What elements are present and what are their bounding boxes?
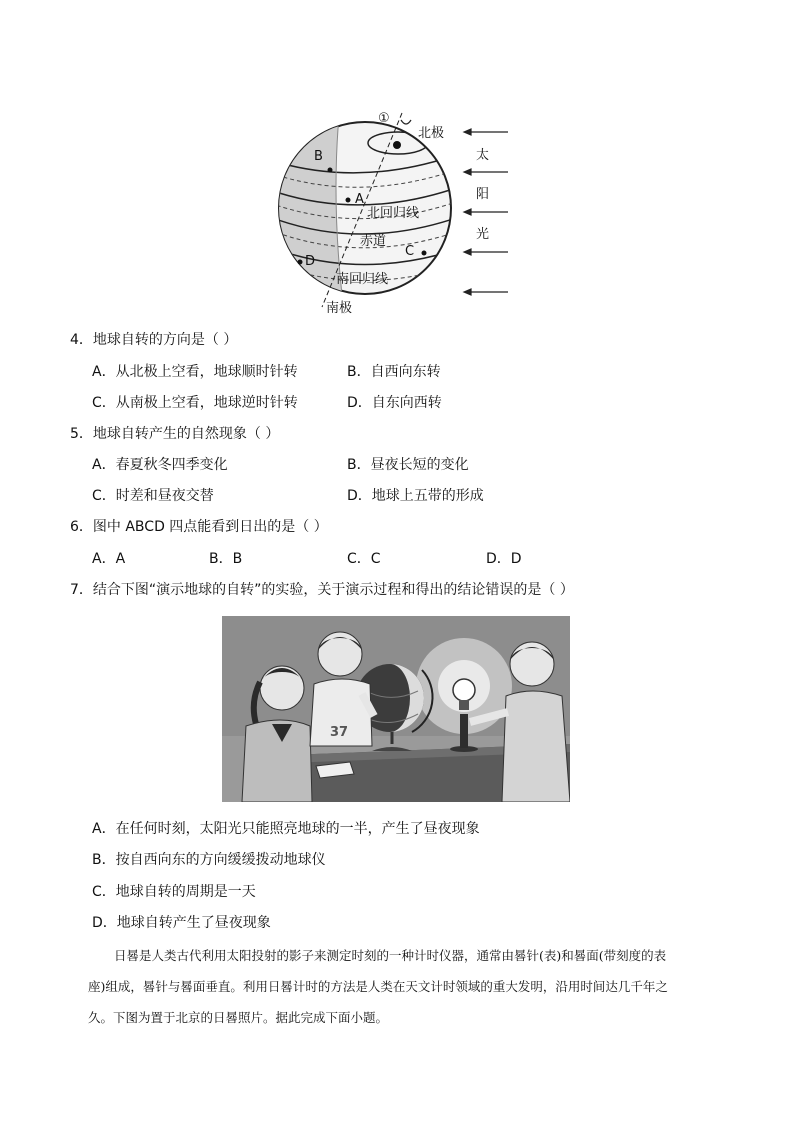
passage-line-1: 日晷是人类古代利用太阳投射的影子来测定时刻的一种计时仪器，通常由晷针(表)和晷面(带刻度的表 [114,948,667,963]
rotation-arrow [401,120,411,124]
point-b-label: B [314,149,323,164]
point-c-label: C [405,244,415,259]
question-6-stem: 6．图中 ABCD 四点能看到日出的是（ ） [70,519,328,535]
rotation-demo-illustration [222,616,570,802]
point-a-label: A [355,192,364,207]
q5-option-a[interactable]: A．春夏秋冬四季变化 [92,457,228,473]
passage-line-2: 座)组成，晷针与晷面垂直。利用日晷计时的方法是人类在天文计时领域的重大发明，沿用时间达几千年之 [88,979,668,994]
globe-figure [270,105,530,320]
question-4-stem: 4．地球自转的方向是（ ） [70,332,238,348]
sun-char-2: 阳 [476,187,490,202]
point-a-dot [346,198,351,203]
q5-option-b[interactable]: B．昼夜长短的变化 [347,457,469,473]
q7-option-b[interactable]: B．按自西向东的方向缓缓拨动地球仪 [92,852,326,868]
q6-option-b[interactable]: B．B [209,551,243,567]
point-c-dot [422,251,427,256]
north-pole-dot [393,141,401,149]
point-b-dot [328,168,333,173]
south-pole-label: 南极 [326,301,353,316]
point-d-dot [298,260,303,265]
q6-option-a[interactable]: A．A [92,551,126,567]
circle-number: ① [378,111,390,126]
q7-option-d[interactable]: D．地球自转产生了昼夜现象 [92,915,271,931]
q4-option-b[interactable]: B．自西向东转 [347,364,441,380]
tropic-north-label: 北回归线 [367,206,420,221]
q7-option-a[interactable]: A．在任何时刻，太阳光只能照亮地球的一半，产生了昼夜现象 [92,821,480,837]
q4-option-a[interactable]: A．从北极上空看，地球顺时针转 [92,364,298,380]
point-d-label: D [305,254,316,269]
q5-option-d[interactable]: D．地球上五带的形成 [347,488,484,504]
passage [88,940,728,1033]
equator-label: 赤道 [360,234,387,249]
question-7-stem: 7．结合下图“演示地球的自转”的实验，关于演示过程和得出的结论错误的是（ ） [70,582,574,598]
q4-option-d[interactable]: D．自东向西转 [347,395,442,411]
q4-option-c[interactable]: C．从南极上空看，地球逆时针转 [92,395,298,411]
q5-option-c[interactable]: C．时差和昼夜交替 [92,488,214,504]
sun-char-1: 太 [476,148,490,163]
night-shade [275,105,345,320]
q6-option-d[interactable]: D．D [486,551,522,567]
q6-option-c[interactable]: C．C [347,551,381,567]
q7-option-c[interactable]: C．地球自转的周期是一天 [92,884,256,900]
tropic-south-label: 南回归线 [336,272,389,287]
passage-line-3: 久。下图为置于北京的日晷照片。据此完成下面小题。 [88,1010,389,1025]
question-5-stem: 5．地球自转产生的自然现象（ ） [70,426,280,442]
shirt-number: 37 [330,725,349,740]
sun-char-3: 光 [476,227,490,242]
north-pole-label: 北极 [418,126,445,141]
